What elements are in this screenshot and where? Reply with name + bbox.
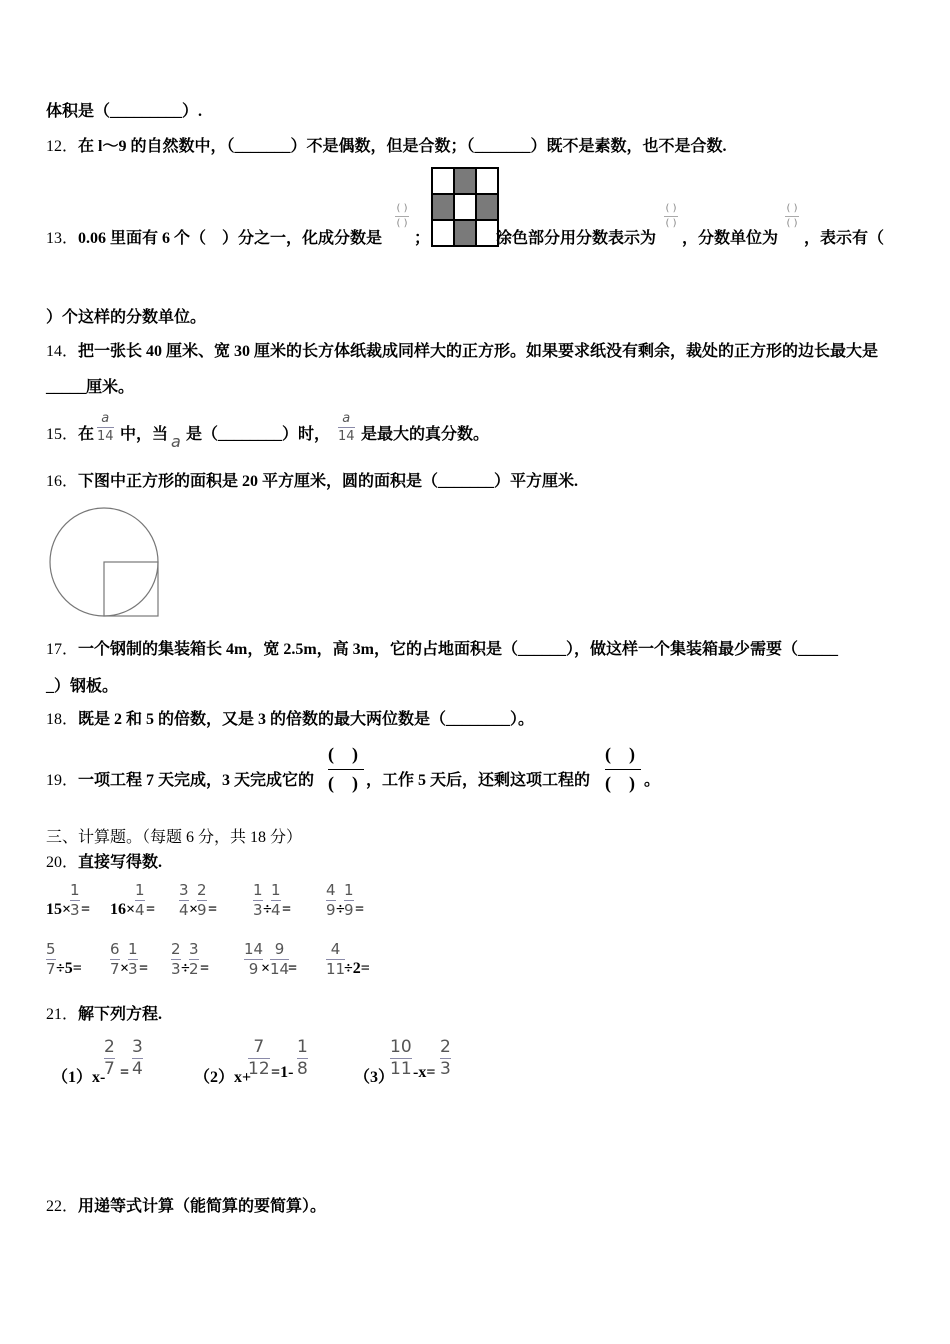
q13-text-c: ，分数单位为 <box>682 230 779 247</box>
q19-blank-denominator-1: ( ) <box>328 773 358 793</box>
q13-semicolon: ； <box>414 230 431 247</box>
q21-title: 解下列方程. <box>78 1006 163 1023</box>
q16 <box>46 472 578 492</box>
grid-cell <box>477 221 497 245</box>
q14-text: 把一张长 40 厘米、宽 30 厘米的长方体纸裁成同样大的正方形。如果要求纸没有剩余，裁处的正方形的边长最大是 <box>78 343 879 360</box>
q13-tail: ）个这样的分数单位。 <box>46 309 207 326</box>
q19-blank-denominator-2: ( ) <box>605 773 635 793</box>
grid-cell <box>455 221 475 245</box>
q22-number: 22． <box>46 1198 79 1215</box>
q16-text: 下图中正方形的面积是 20 平方厘米，圆的面积是（_______）平方厘米. <box>78 473 579 490</box>
section-3-title: 三、计算题。（每题 6 分，共 18 分） <box>46 829 303 846</box>
q16-circle-square-figure <box>46 504 162 620</box>
q21-heading <box>46 1005 162 1025</box>
q13-blank-fraction-2: ( ) ( ) <box>665 203 677 229</box>
q13-text-b: 涂色部分用分数表示为 <box>496 230 657 247</box>
grid-cell <box>477 195 497 219</box>
q15-fraction-1: a 14 <box>97 411 114 444</box>
q22-title: 用递等式计算（能简算的要简算）。 <box>78 1198 327 1215</box>
q17-line1 <box>46 640 838 660</box>
q15-number: 15． <box>46 426 79 443</box>
q13-blank-fraction-3: ( ) ( ) <box>786 203 798 229</box>
grid-cell <box>433 221 453 245</box>
q13-text-a: 0.06 里面有 6 个（ ）分之一，化成分数是 <box>78 230 383 247</box>
q16-number: 16． <box>46 473 79 490</box>
q20-number: 20． <box>46 854 79 871</box>
q19-part-a <box>46 771 314 791</box>
q12 <box>46 137 726 157</box>
q19-text-a: 一项工程 7 天完成，3 天完成它的 <box>78 772 315 789</box>
q15-mid2: 是（________）时， <box>186 426 331 443</box>
q18-text: 既是 2 和 5 的倍数，又是 3 的倍数的最大两位数是（________）。 <box>78 711 535 728</box>
q19-blank-numerator-2: ( ) <box>605 744 635 764</box>
q13-shaded-grid <box>431 167 499 247</box>
q12-number: 12． <box>46 138 79 155</box>
grid-cell <box>477 169 497 193</box>
q12-text: 在 l～9 的自然数中，（_______）不是偶数，但是合数；（_______）既不是素数，也不是合数. <box>78 138 727 155</box>
q19-text-c: 。 <box>644 772 661 789</box>
q15-part-a <box>46 425 94 445</box>
q14-line1 <box>46 342 878 362</box>
grid-cell <box>433 195 453 219</box>
q18 <box>46 710 534 730</box>
q15-pre: 在 <box>78 426 95 443</box>
q15-fraction-2: a 14 <box>338 411 355 444</box>
q20-title: 直接写得数. <box>78 854 163 871</box>
q20-heading <box>46 853 162 873</box>
q15-mid1: 中，当 <box>120 426 169 443</box>
q22-heading <box>46 1197 326 1217</box>
q14-line2: _____厘米。 <box>46 379 135 396</box>
grid-cell <box>455 169 475 193</box>
q14-number: 14． <box>46 343 79 360</box>
q13-number: 13． <box>46 230 79 247</box>
q19-blank-numerator-1: ( ) <box>328 744 358 764</box>
q13-blank-fraction-1: ( ) ( ) <box>396 203 408 229</box>
q13-text-d: ，表示有（ <box>804 230 885 247</box>
q15-post: 是最大的真分数。 <box>361 426 490 443</box>
q18-number: 18． <box>46 711 79 728</box>
q21-number: 21． <box>46 1006 79 1023</box>
q16-square <box>104 562 158 616</box>
grid-cell <box>433 169 453 193</box>
q11-tail: 体积是（_________）. <box>46 103 203 120</box>
q17-text: 一个钢制的集装箱长 4m，宽 2.5m，高 3m，它的占地面积是（______），做这样一个集装箱最少需要（_____ <box>78 641 839 658</box>
q19-number: 19． <box>46 772 79 789</box>
q13-part-a <box>46 229 382 249</box>
grid-cell <box>455 195 475 219</box>
q17-number: 17． <box>46 641 79 658</box>
q19-text-b: ，工作 5 天后，还剩这项工程的 <box>366 772 591 789</box>
q15-variable: a <box>171 432 181 451</box>
q17-line2: _）钢板。 <box>46 678 119 695</box>
